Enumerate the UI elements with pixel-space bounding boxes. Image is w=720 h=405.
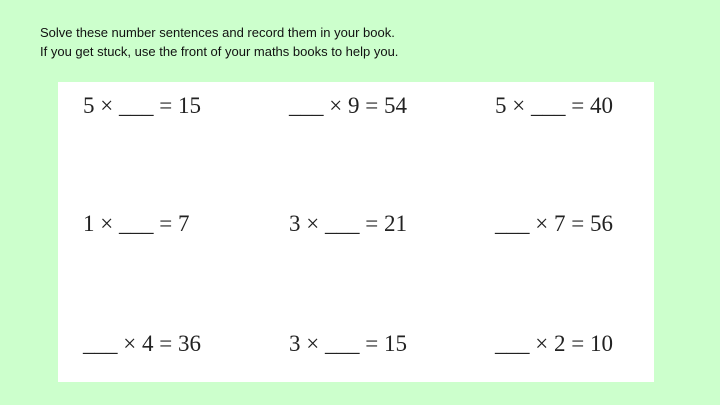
worksheet-image: [58, 82, 654, 382]
instruction-line-1: Solve these number sentences and record them in your book.: [40, 25, 395, 40]
problem-r2-c3: ___ × 7 = 56: [495, 211, 613, 236]
problem-r1-c2: ___ × 9 = 54: [289, 93, 407, 118]
problem-r1-c3: 5 × ___ = 40: [495, 93, 613, 118]
problem-r3-c1: ___ × 4 = 36: [83, 331, 201, 356]
problem-r1-c1: 5 × ___ = 15: [83, 93, 201, 118]
problem-r2-c1: 1 × ___ = 7: [83, 211, 190, 236]
instructions: [40, 23, 398, 61]
problem-r3-c3: ___ × 2 = 10: [495, 331, 613, 356]
problem-r3-c2: 3 × ___ = 15: [289, 331, 407, 356]
problem-r2-c2: 3 × ___ = 21: [289, 211, 407, 236]
instruction-line-2: If you get stuck, use the front of your maths books to help you.: [40, 44, 399, 59]
